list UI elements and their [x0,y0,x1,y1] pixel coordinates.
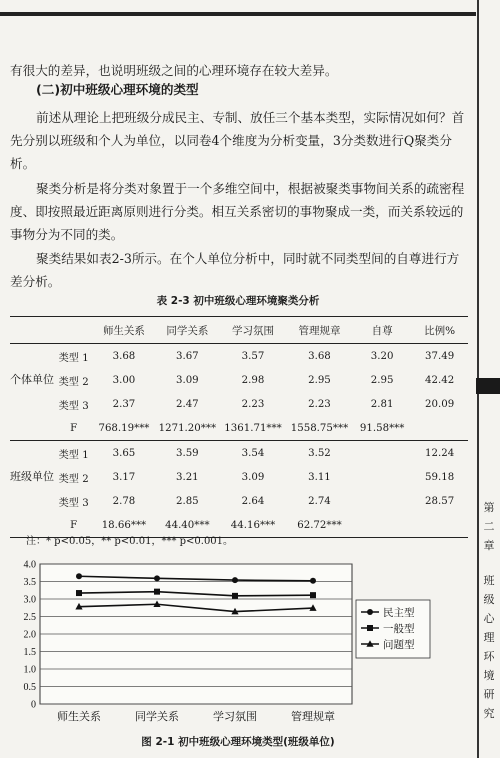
y-tick-label: 3.5 [23,577,36,588]
table-row: 类型 2 3.17 3.21 3.09 3.11 59.18 [58,471,455,485]
data-point [154,589,160,595]
side-title-char: 研 [483,688,495,701]
x-tick-label: 学习氛围 [213,710,257,723]
legend-marker [367,609,373,615]
chapter-tab [476,378,500,394]
y-tick-label: 3.0 [23,594,36,606]
side-title-char: 环 [483,650,495,663]
table-row: 类型 3 2.37 2.47 2.23 2.23 2.81 20.09 [58,398,455,412]
y-tick-label: 4.0 [23,559,36,571]
side-title-char: 第 [483,501,495,514]
x-tick-label: 师生关系 [57,710,101,723]
paragraph-2: 前述从理论上把班级分成民主、专制、放任三个基本类型，实际情况如何？首先分别以班级和个人为单位，以同卷4个维度为分析变量，3分类数进行Q聚类分析。 [10,110,465,171]
y-tick-label: 0.5 [23,682,36,693]
data-point [310,578,316,584]
side-title-char: 究 [483,707,495,720]
legend-label: 一般型 [383,623,415,635]
table-row-f: F 18.66*** 44.40*** 44.16*** 62.72*** [10,513,468,538]
legend-marker [367,625,373,631]
group-label-individual: 个体单位 [10,373,54,386]
group-label-class: 班级单位 [10,441,54,514]
paragraph-1: 有很大的差异，也说明班级之间的心理环境存在较大差异。 [10,63,338,78]
y-tick-label: 0 [31,699,36,711]
legend-label: 问题型 [383,639,415,651]
legend-label: 民主型 [383,607,415,619]
data-point [232,593,238,599]
data-point [310,592,316,598]
table-row: 类型 2 3.00 3.09 2.98 2.95 2.95 42.42 [58,374,455,388]
section-heading: (二)初中班级心理环境的类型 [36,82,199,97]
side-title-char: 章 [483,539,495,552]
data-point [232,577,238,583]
side-title-char: 级 [483,593,495,606]
x-tick-label: 同学关系 [135,710,179,723]
side-title-char: 二 [483,520,495,533]
data-point [76,573,82,579]
side-title-char: 理 [483,631,495,644]
header-cell: 比例% [411,317,468,344]
side-title-char: 班 [483,574,495,587]
header-cell: 管理规章 [286,317,353,344]
header-cell: 师生关系 [93,317,154,344]
top-rule [0,12,476,16]
y-tick-label: 2.0 [23,629,36,641]
x-tick-label: 管理规章 [291,710,335,723]
side-title-char: 境 [483,669,495,682]
header-cell: 同学关系 [155,317,221,344]
figure-caption: 图 2-1 初中班级心理环境类型(班级单位) [141,736,335,748]
data-point [154,575,160,581]
paragraph-4: 聚类结果如表2-3所示。在个人单位分析中，同时就不同类型间的自尊进行方差分析。 [10,251,460,289]
table-row: 类型 3 2.78 2.85 2.64 2.74 28.57 [58,495,455,509]
y-tick-label: 1.0 [23,664,36,676]
header-cell: 学习氛围 [220,317,286,344]
y-tick-label: 1.5 [23,647,36,658]
side-title-char: 心 [483,612,495,625]
y-tick-label: 2.5 [23,612,36,623]
chapter-side-title [480,498,498,723]
table-header-row [10,317,468,344]
table-note: 注：* p<0.05，** p<0.01，*** p<0.001。 [26,536,234,547]
paragraph-3: 聚类分析是将分类对象置于一个多维空间中，根据被聚类事物间关系的疏密程度、即按照最近距离原则进行分类。相互关系密切的事物聚成一类，而关系较远的事物分为不同的类。 [10,181,465,242]
line-chart [10,558,472,730]
cluster-table [10,316,468,538]
table-caption: 表 2-3 初中班级心理环境聚类分析 [156,295,320,307]
table-row-f: F 768.19*** 1271.20*** 1361.71*** 1558.75*** 91.58*** [70,422,405,434]
table-row: 班级单位 类型 1 3.65 3.59 3.54 3.52 12.24 [10,441,468,466]
data-point [76,590,82,596]
table-row: 个体单位 类型 1 3.68 3.67 3.57 3.68 3.20 37.49 [10,344,468,369]
header-cell: 自尊 [353,317,411,344]
